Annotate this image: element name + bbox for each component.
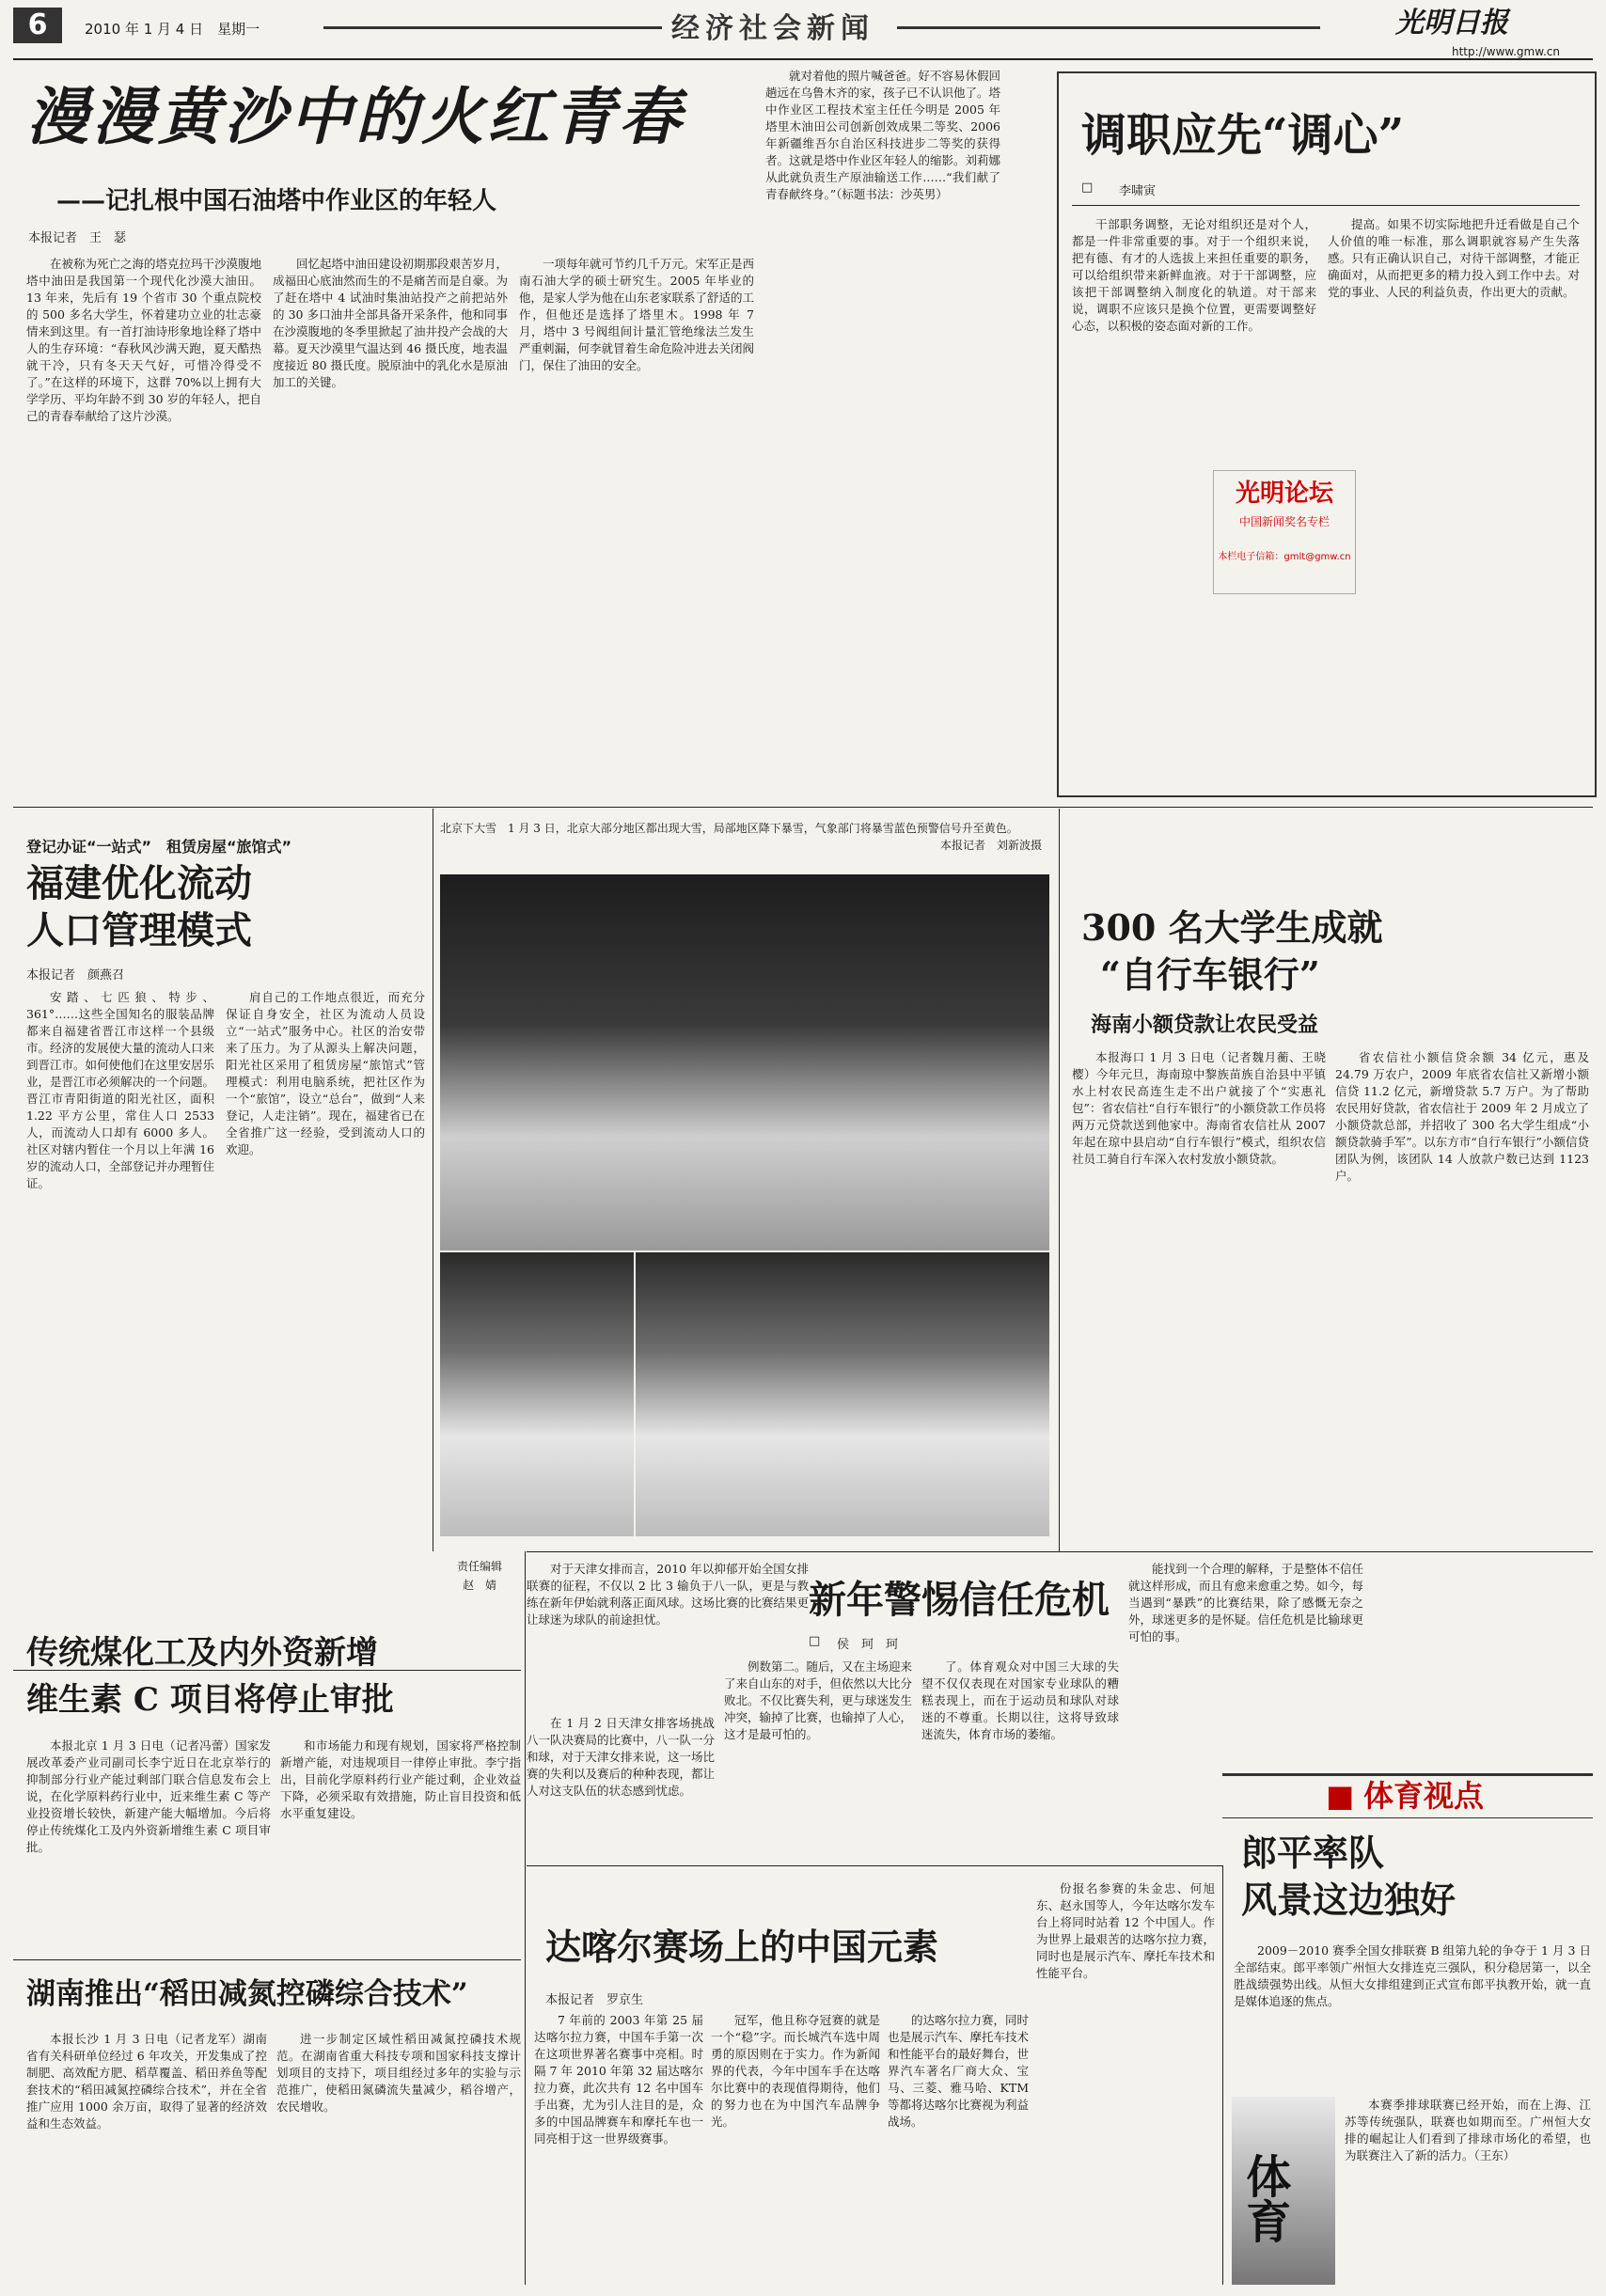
hunan-col-2 [276,2031,521,2285]
section-title: 经济社会新闻 [671,12,874,45]
editorial-col-4 [1128,1561,1363,1758]
editorial-col-1-text: 在 1 月 2 日天津女排客场挑战八一队决赛局的比赛中，八一队一分和球，对于天津女排来说，这一场比赛的失利以及赛后的种种表现，都让人对这支队伍的状态感到忧虑。 [527,1716,715,1798]
sports-col-1-text: 2009－2010 赛季全国女排联赛 B 组第九轮的争夺于 1 月 3 日全部结束。郎平率领广州恒大女排连克三强队，积分稳居第一，以全胜战绩强势出线。从恒大女排组建到正式宣布郎平执教开始，就一直是媒体追逐的焦点。 [1234,1943,1591,2008]
forum-sub: 中国新闻奖名专栏 [1238,514,1330,528]
editor-name: 赵 婧 [462,1579,496,1592]
hunan-top-rule [13,1959,521,1960]
photo-caption-text: 北京下大雪 1 月 3 日，北京大部分地区都出现大雪，局部地区降下暴雪，气象部门将暴雪蓝色预警信号升至黄色。 [440,822,1018,835]
sports-emblem [1232,2097,1335,2285]
editorial-col-2-text: 例数第二。随后，又在主场迎来了来自山东的对手，但依然以大比分败北。不仅比赛失利，更与球迷发生冲突，输掉了比赛，也输掉了人心，这才是最可怕的。 [724,1659,912,1741]
dakar-col-3-text: 的达喀尔拉力赛，同时也是展示汽车、摩托车技术和性能平台的最好舞台，世界汽车著名厂商大众、宝马、三菱、雅马哈、KTM 等都将达喀尔比赛视为利益战场。 [888,2013,1029,2129]
column-divider [1222,1865,1223,2285]
column-divider [525,1551,526,2285]
page-header [13,8,1593,56]
hunan-col-1 [26,2031,267,2285]
sports-view-label: 体育视点 [1363,1778,1485,1814]
commentary-col-2-text: 提高。如果不切实际地把升迁看做是自己个人价值的唯一标准，那么调职就容易产生失落感。只有正确认识自己，对待干部调整，才能正确面对，从而把更多的精力投入到工作中去。对党的事业、人民的利益负责，作出更大的贡献。 [1328,217,1580,299]
forum-badge [1213,470,1356,594]
editorial-col-3-text: 了。体育观众对中国三大球的失望不仅仅表现在对国家专业球队的糟糕表现上，而在于运动员和球队对球迷的不尊重。长期以往，这将导致球迷流失，体育市场的萎缩。 [921,1659,1119,1741]
editorial-col-1 [527,1715,715,1856]
commentary-col-2 [1328,216,1580,780]
fujian-title-1: 福建优化流动 [26,861,252,905]
coal-col-1-text: 本报北京 1 月 3 日电（记者冯蕾）国家发展改革委产业司副司长李宁近日在北京举行的抑制部分行业产能过剩部门联合信息发布会上说，在化学原料药行业中，近来维生素 C 等产业投资增长较快，新建产能大幅增加。今后将停止传统煤化工及内外资新增维生素 C 项目审批。 [26,1738,271,1854]
photo-credit: 本报记者 刘新波摄 [939,839,1042,852]
photo-caption [440,820,1042,861]
header-rule-right [897,26,1320,29]
sports-col-2-text: 本赛季排球联赛已经开始，而在上海、江苏等传统强队，联赛也如期而至。广州恒大女排的崛起让人们看到了排球市场化的希望，也为联赛注入了新的活力。（王东） [1345,2098,1591,2162]
sports-view-marker: ■ [1326,1778,1355,1814]
editorial-col-3 [921,1659,1119,1856]
snow-photo-left [440,1252,634,1536]
sports-col-2 [1345,2097,1591,2285]
dakar-byline: 本报记者 罗京生 [545,1993,644,2007]
bicycle-title-2: “自行车银行” [1100,953,1320,996]
dakar-col-4 [1036,1880,1215,2285]
coal-title-1: 传统煤化工及内外资新增 [26,1634,378,1672]
dakar-col-1 [534,2012,703,2285]
commentary-rule [1072,205,1580,206]
sports-col-1 [1234,1942,1591,2084]
dakar-col-2 [711,2012,880,2285]
fujian-kicker: 登记办证“一站式” 租赁房屋“旅馆式” [26,838,292,856]
bicycle-col-2 [1335,1049,1589,1538]
editor-label: 责任编辑 [456,1560,502,1573]
bicycle-col-1-text: 本报海口 1 月 3 日电（记者魏月蘅、王晓樱）今年元旦，海南琼中黎族苗族自治县中平镇水上村农民高连生走不出户就接了个“实惠礼包”：省农信社“自行车银行”的小额贷款工作员将两万元贷款送到他家中。海南省农信社从 2007 年起在琼中县启动“自行车银行”模式，组织农信社员工骑自行车深入农村发放小额贷款。 [1072,1050,1326,1166]
hunan-col-1-text: 本报长沙 1 月 3 日电（记者龙军）湖南省有关科研单位经过 6 年攻关，开发集成了控制肥、高效配方肥、稻草覆盖、稻田养鱼等配套技术的“稻田减氮控磷综合技术”，并在全省推广应用 1000 余万亩，取得了显著的经济效益和生态效益。 [26,2032,267,2131]
dakar-top-rule [527,1865,1222,1866]
commentary-author: 李啸寅 [1119,184,1157,198]
lead-col-2 [273,256,508,782]
commentary-col-1-text: 干部职务调整，无论对组织还是对个人，都是一件非常重要的事。对于一个组织来说，把有德、有才的人选拔上来担任重要的职务，可以给组织带来新鲜血液。对于干部调整，应该把干部调整纳入制度化的轨道。对干部来说，调职不应该只是换个位置，更需要调整好心态，以积极的姿态面对新的工作。 [1072,217,1316,333]
lead-col-4 [765,68,1000,782]
fujian-col-2-text: 肩自己的工作地点很近，而充分保证自身安全，社区为流动人员设立“一站式”服务中心。社区的治安带来了压力。为了从源头上解决问题，阳光社区采用了租赁房屋“旅馆式”管理模式：利用电脑系统，把社区作为一个“旅馆”，设立“总台”，做到“人来登记，人走注销”。现在，福建省已在全省推广这一经验，受到流动人口的欢迎。 [226,990,425,1156]
dakar-col-4-text: 份报名参赛的朱金忠、何旭东、赵永国等人，今年达喀尔发车台上将同时站着 12 个中国人。作为世界上最艰苦的达喀尔拉力赛，同时也是展示汽车、摩托车技术和性能平台。 [1036,1881,1215,1980]
mid-rule [13,807,1593,808]
editorial-col-2 [724,1659,912,1856]
lead-subtitle: ——记扎根中国石油塔中作业区的年轻人 [56,187,497,215]
lead-col-1-text: 在被称为死亡之海的塔克拉玛干沙漠腹地塔中油田是我国第一个现代化沙漠大油田。13 年来，先后有 19 个省市 30 个重点院校的 500 多名大学生，怀着建功立业的壮志豪情来到这里。有一首打油诗形象地诠释了塔中人的生存环境：“春秋风沙满天跑，夏天酷热就干冷，只有冬天天气好，可惜冷得受不了。”在这样的环境下，这群 70%以上拥有大学学历、平均年龄不到 30 岁的年轻人，把自己的青春奉献给了这片沙漠。 [26,257,261,423]
fujian-col-1-text: 安踏、七匹狼、特步、361°……这些全国知名的服装品牌都来自福建省晋江市这样一个县级市。经济的发展使大量的流动人口来到晋江市。如何使他们在这里安居乐业，是晋江市必须解决的一个问题。晋江市青阳街道的阳光社区，面积 1.22 平方公里，常住人口 2533 人，而流动人口却有 6000 多人。社区对辖内暂住一个月以上年满 16 岁的流动人口，全部登记并办理暂住证。 [26,990,214,1190]
sports-title-1: 郎平率队 [1241,1832,1385,1874]
issue-date: 2010 年 1 月 4 日 星期一 [85,21,260,38]
lead-title: 漫漫黄沙中的火红青春 [26,80,685,153]
editorial-col-4-text: 能找到一个合理的解释，于是整体不信任就这样形成，而且有愈来愈重之势。如今，每当遇到“暴跌”的比赛结果，除了感慨无奈之外，球迷更多的是怀疑。信任危机是比输球更可怕的事。 [1128,1562,1363,1643]
coal-col-2-text: 和市场能力和现有规划，国家将严格控制新增产能，对违规项目一律停止审批。李宁指出，目前化学原料药行业产能过剩，企业效益下降，必须采取有效措施，防止盲目投资和低水平重复建设。 [280,1738,521,1820]
paper-url: http://www.gmw.cn [1452,45,1560,58]
fujian-byline: 本报记者 颜燕召 [26,968,125,983]
sports-title-2: 风景这边独好 [1241,1879,1456,1921]
commentary-title: 调职应先“调心” [1081,109,1405,162]
hunan-title: 湖南推出“稻田减氮控磷综合技术” [26,1977,468,2011]
paper-logo: 光明日报 [1395,7,1508,39]
coal-col-2 [280,1738,521,1954]
forum-email: 本栏电子信箱：gmlt@gmw.cn [1218,551,1351,562]
sports-emblem-text: 体育 [1237,2153,1291,2243]
editorial-intro-text: 对于天津女排而言，2010 年以抑郁开始全国女排联赛的征程，不仅以 2 比 3 输负于八一队，更是与教练在新年伊始就利落正面风球。这场比赛的比赛结果更让球迷为球队的前途担忧。 [527,1562,809,1627]
coal-col-1 [26,1738,271,1954]
lead-col-1 [26,256,261,782]
header-bottom-rule [13,58,1593,60]
bicycle-subtitle: 海南小额贷款让农民受益 [1091,1013,1319,1037]
fujian-col-1 [26,989,214,1659]
bicycle-col-2-text: 省农信社小额信贷余额 34 亿元，惠及 24.79 万农户，2009 年底省农信社又新增小额信贷 11.2 亿元，新增贷款 5.7 万户。为了帮助农民用好贷款，省农信社于 2009 年 2 月成立了小额贷款总部，并招收了 300 名大学生组成“小额贷款骑手军”。以东方市“自行车银行”小额信贷团队为例，该团队 14 人放款户数已达到 1123 户。 [1335,1050,1589,1183]
lead-col-3-text: 一项每年就可节约几千万元。宋军正是西南石油大学的硕士研究生。2005 年毕业的他，是家人学为他在山东老家联系了舒适的工作，但他还是选择了塔里木。1998 年 7 月，塔中 3 号阀组间计量汇管绝缘法兰发生严重刺漏，何李就冒着生命危险冲进去关闭阀门，保住了油田的安全。 [519,257,754,372]
editorial-author: 侯 珂 珂 [837,1638,899,1652]
dakar-col-3 [888,2012,1029,2285]
lead-col-2-text: 回忆起塔中油田建设初期那段艰苦岁月，成福田心底油然而生的不是痛苦而是自豪。为了赶在塔中 4 试油时集油站投产之前把站外的 30 多口油井全部具备开采条件，他和同事在沙漠腹地的冬季里掀起了油井投产会战的大幕。夏天沙漠里气温达到 46 摄氏度，地表温度接近 80 摄氏度。脱原油中的乳化水是原油加工的关键。 [273,257,508,389]
lead-byline: 本报记者 王 瑟 [28,231,127,245]
editor-box [442,1557,517,1595]
lead-col-3 [519,256,754,782]
editorial-author-mark: □ [809,1634,821,1648]
sports-view-bar [1222,1773,1593,1818]
lead-col-4-text: 就对着他的照片喊爸爸。好不容易休假回趟远在乌鲁木齐的家，孩子已不认识他了。塔中作业区工程技术室主任任今明是 2005 年塔里木油田公司创新创效成果二等奖、2006 年新疆维吾尔自治区科技进步二等奖的获得者。这就是塔中作业区年轻人的缩影。刘莉娜从此就负责生产原油输送工作……“我们献了青春献终身。”（标题书法：沙英男） [765,69,1000,201]
snow-photo-main [440,874,1049,1250]
editorial-title: 新年警惕信任危机 [809,1578,1110,1622]
editorial-top-rule [527,1551,1593,1552]
column-divider [1059,809,1060,1551]
forum-label: 光明论坛 [1235,480,1333,508]
fujian-title-2: 人口管理模式 [26,908,252,952]
dakar-col-1-text: 7 年前的 2003 年第 25 届达喀尔拉力赛，中国车手第一次在这项世界著名赛事中亮相。时隔 7 年 2010 年第 32 届达喀尔拉力赛，此次共有 12 名中国车手出赛，尤为引人注目的是，众多的中国品牌赛车和摩托车也一同亮相于这一世界级赛事。 [534,2013,703,2146]
hunan-col-2-text: 进一步制定区域性稻田减氮控磷技术规范。在湖南省重大科技专项和国家科技支撑计划项目的支持下，项目组经过多年的实验与示范推广，使稻田氮磷流失量减少，稻谷增产，农民增收。 [276,2032,521,2114]
dakar-col-2-text: 冠军，他且称夺冠赛的就是一个“稳”字。而长城汽车选中周勇的原因则在于实力。作为新闻界的代表，今年中国车手在达喀尔比赛中的表现值得期待，他们的努力也在为中国汽车品牌争光。 [711,2013,880,2129]
coal-title-2: 维生素 C 项目将停止审批 [26,1681,394,1719]
snow-photo-right [636,1252,1049,1536]
header-rule [323,26,662,29]
bicycle-title-1: 300 名大学生成就 [1081,906,1383,949]
bicycle-col-1 [1072,1049,1326,1538]
page-number: 6 [13,8,62,43]
fujian-col-2 [226,989,425,1659]
commentary-author-mark: □ [1081,181,1094,195]
dakar-title: 达喀尔赛场上的中国元素 [545,1926,939,1968]
